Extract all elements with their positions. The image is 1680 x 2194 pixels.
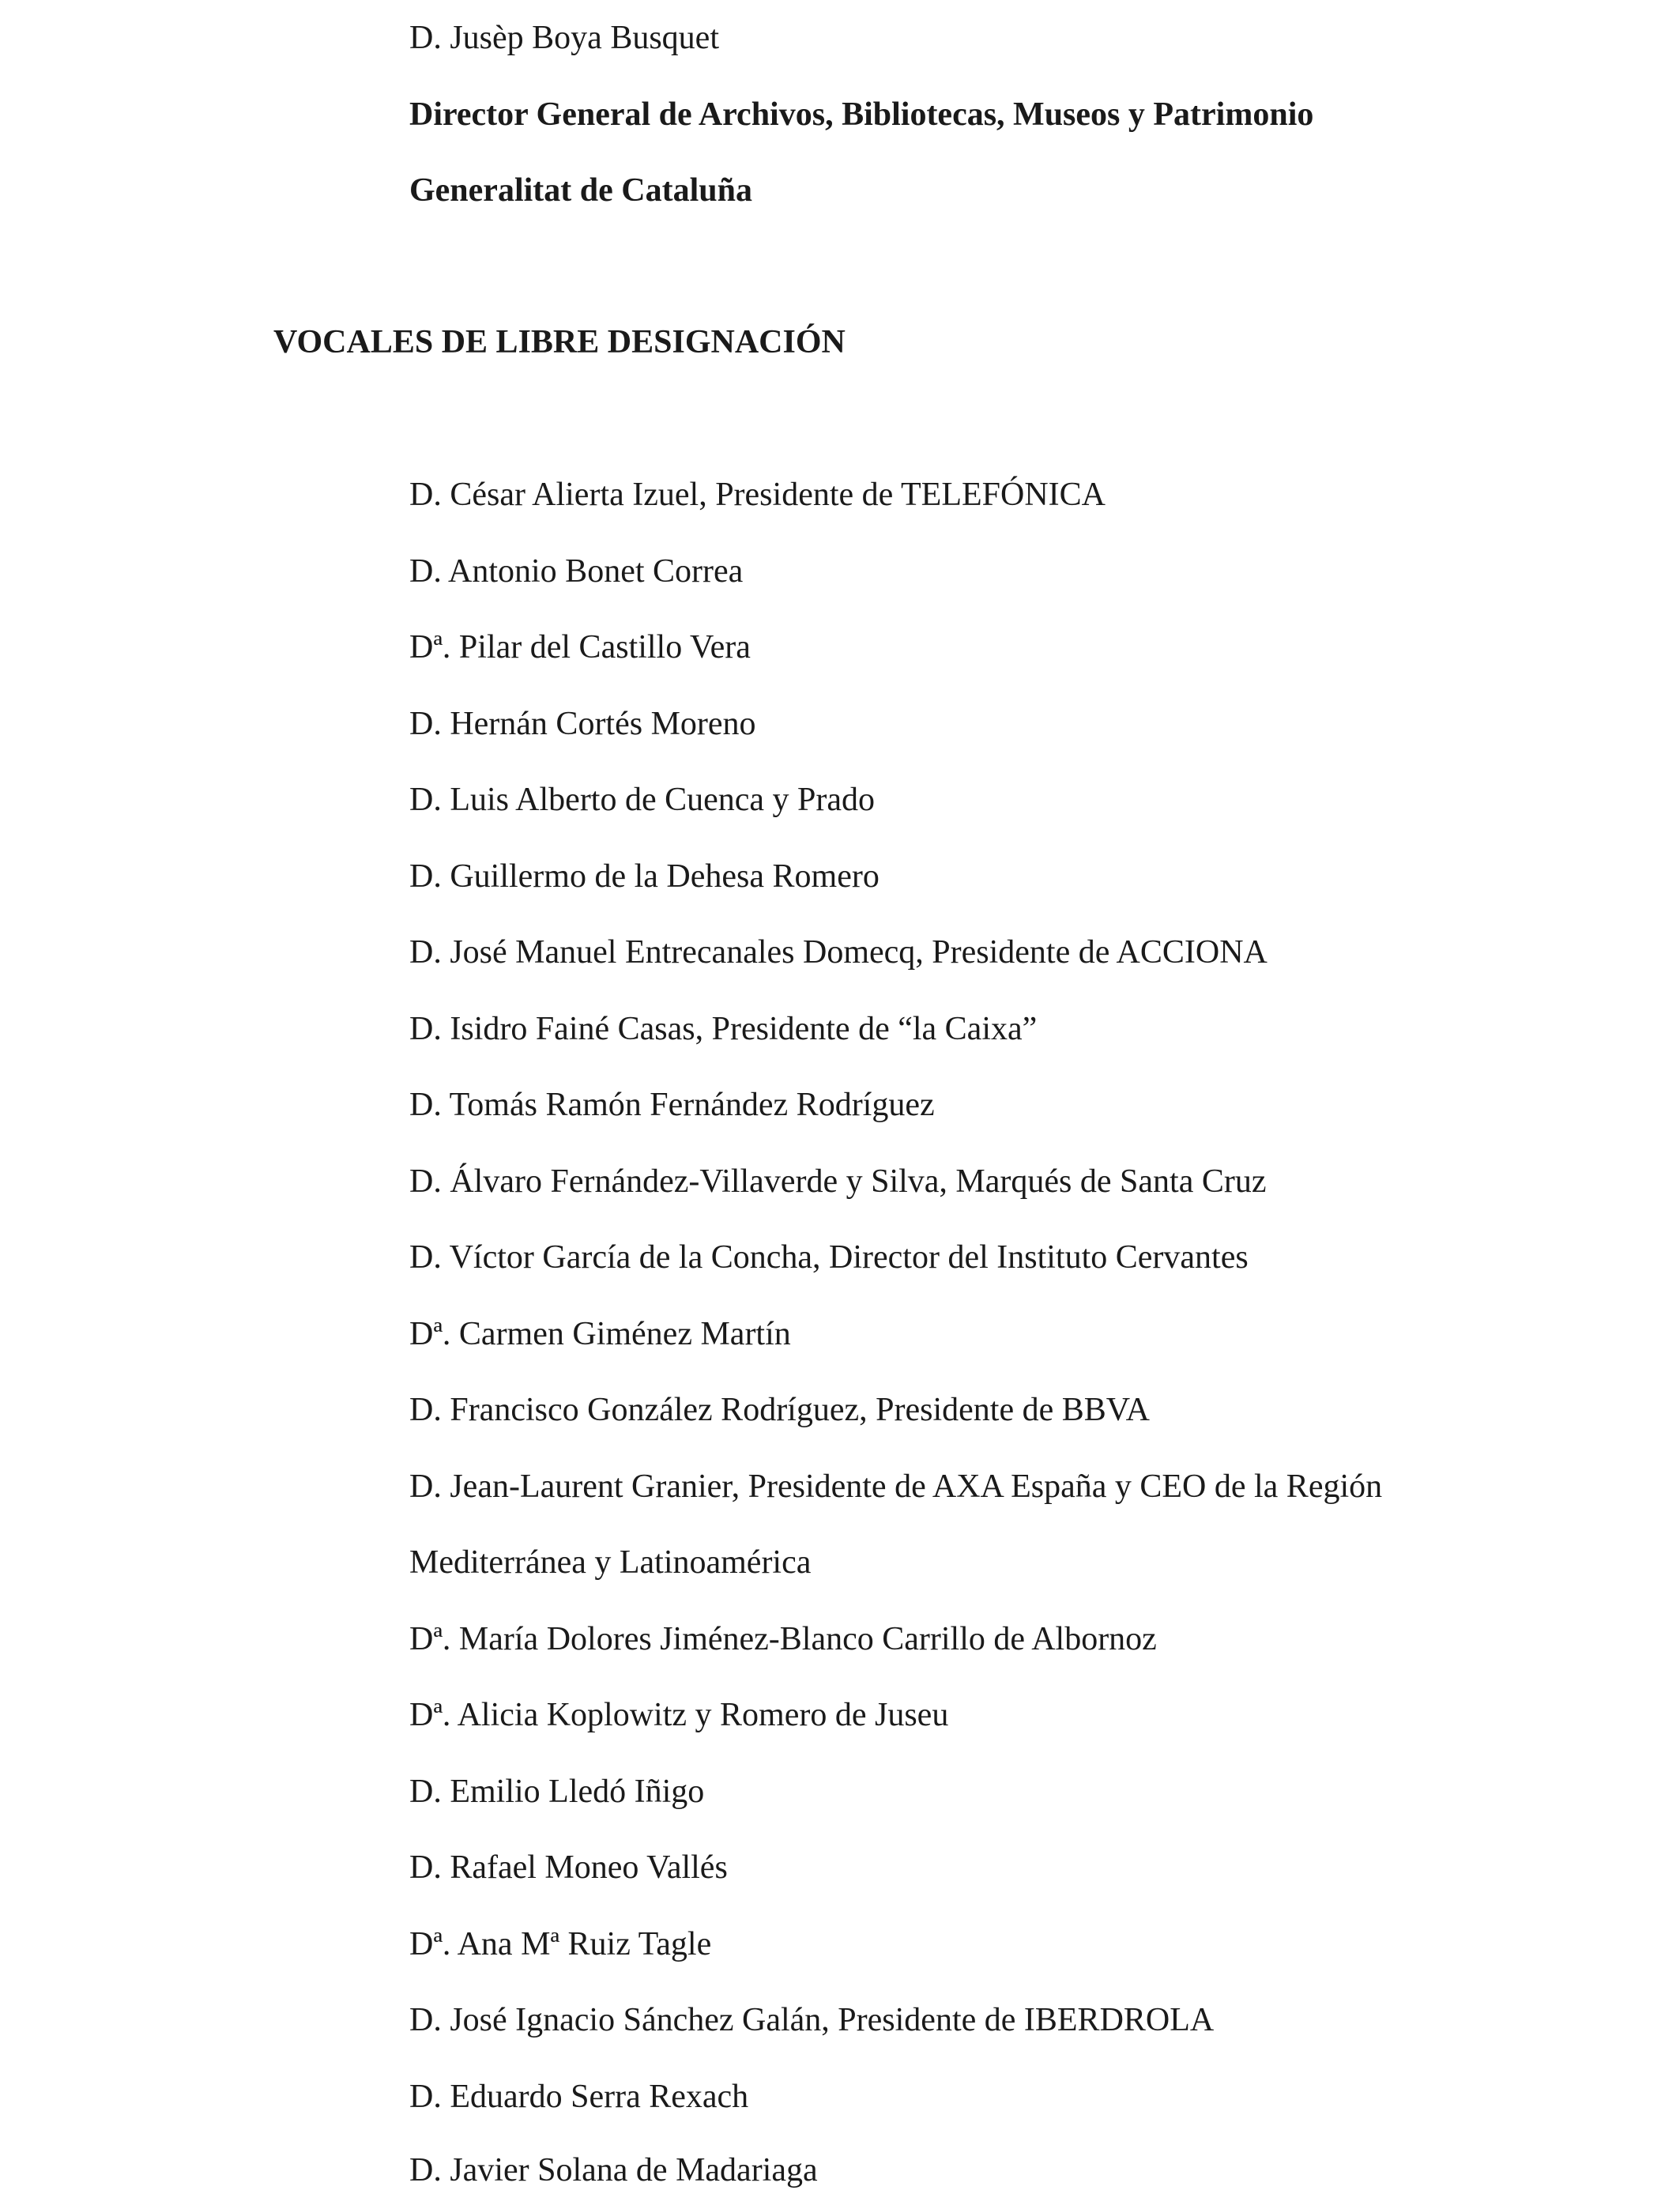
list-item: D. Antonio Bonet Correa [409, 553, 744, 590]
list-item: Dª. Pilar del Castillo Vera [409, 629, 751, 665]
list-item: D. Víctor García de la Concha, Director del Instituto Cervantes [409, 1239, 1249, 1276]
list-item: Dª. Carmen Giménez Martín [409, 1316, 791, 1352]
section-heading: VOCALES DE LIBRE DESIGNACIÓN [273, 324, 846, 360]
list-item: D. Javier Solana de Madariaga [409, 2152, 818, 2188]
list-item: D. Jean-Laurent Granier, Presidente de AXA España y CEO de la Región [409, 1468, 1383, 1505]
list-item: D. Álvaro Fernández-Villaverde y Silva, Marqués de Santa Cruz [409, 1163, 1267, 1200]
list-item: D. Guillermo de la Dehesa Romero [409, 858, 880, 895]
list-item: Dª. Alicia Koplowitz y Romero de Juseu [409, 1697, 949, 1733]
list-item: D. José Manuel Entrecanales Domecq, Presidente de ACCIONA [409, 934, 1268, 971]
list-item: D. Tomás Ramón Fernández Rodríguez [409, 1087, 935, 1123]
list-item: D. José Ignacio Sánchez Galán, Presidente de IBERDROLA [409, 2002, 1215, 2038]
official-title-line-1: Director General de Archivos, Bibliotecas, Museos y Patrimonio [409, 96, 1314, 133]
list-item: D. Luis Alberto de Cuenca y Prado [409, 782, 876, 818]
list-item: Dª. María Dolores Jiménez-Blanco Carrillo de Albornoz [409, 1621, 1157, 1657]
list-item: D. Francisco González Rodríguez, Presidente de BBVA [409, 1392, 1151, 1428]
list-item: D. Rafael Moneo Vallés [409, 1849, 728, 1886]
list-item: D. Hernán Cortés Moreno [409, 706, 756, 742]
list-item-continuation: Mediterránea y Latinoamérica [409, 1544, 812, 1581]
list-item: Dª. Ana Mª Ruiz Tagle [409, 1926, 712, 1962]
list-item: D. Eduardo Serra Rexach [409, 2079, 749, 2115]
list-item: D. César Alierta Izuel, Presidente de TELEFÓNICA [409, 477, 1106, 513]
list-item: D. Isidro Fainé Casas, Presidente de “la Caixa” [409, 1011, 1038, 1047]
official-title-line-2: Generalitat de Cataluña [409, 172, 752, 209]
list-item: D. Emilio Lledó Iñigo [409, 1774, 705, 1810]
official-name: D. Jusèp Boya Busquet [409, 20, 719, 56]
